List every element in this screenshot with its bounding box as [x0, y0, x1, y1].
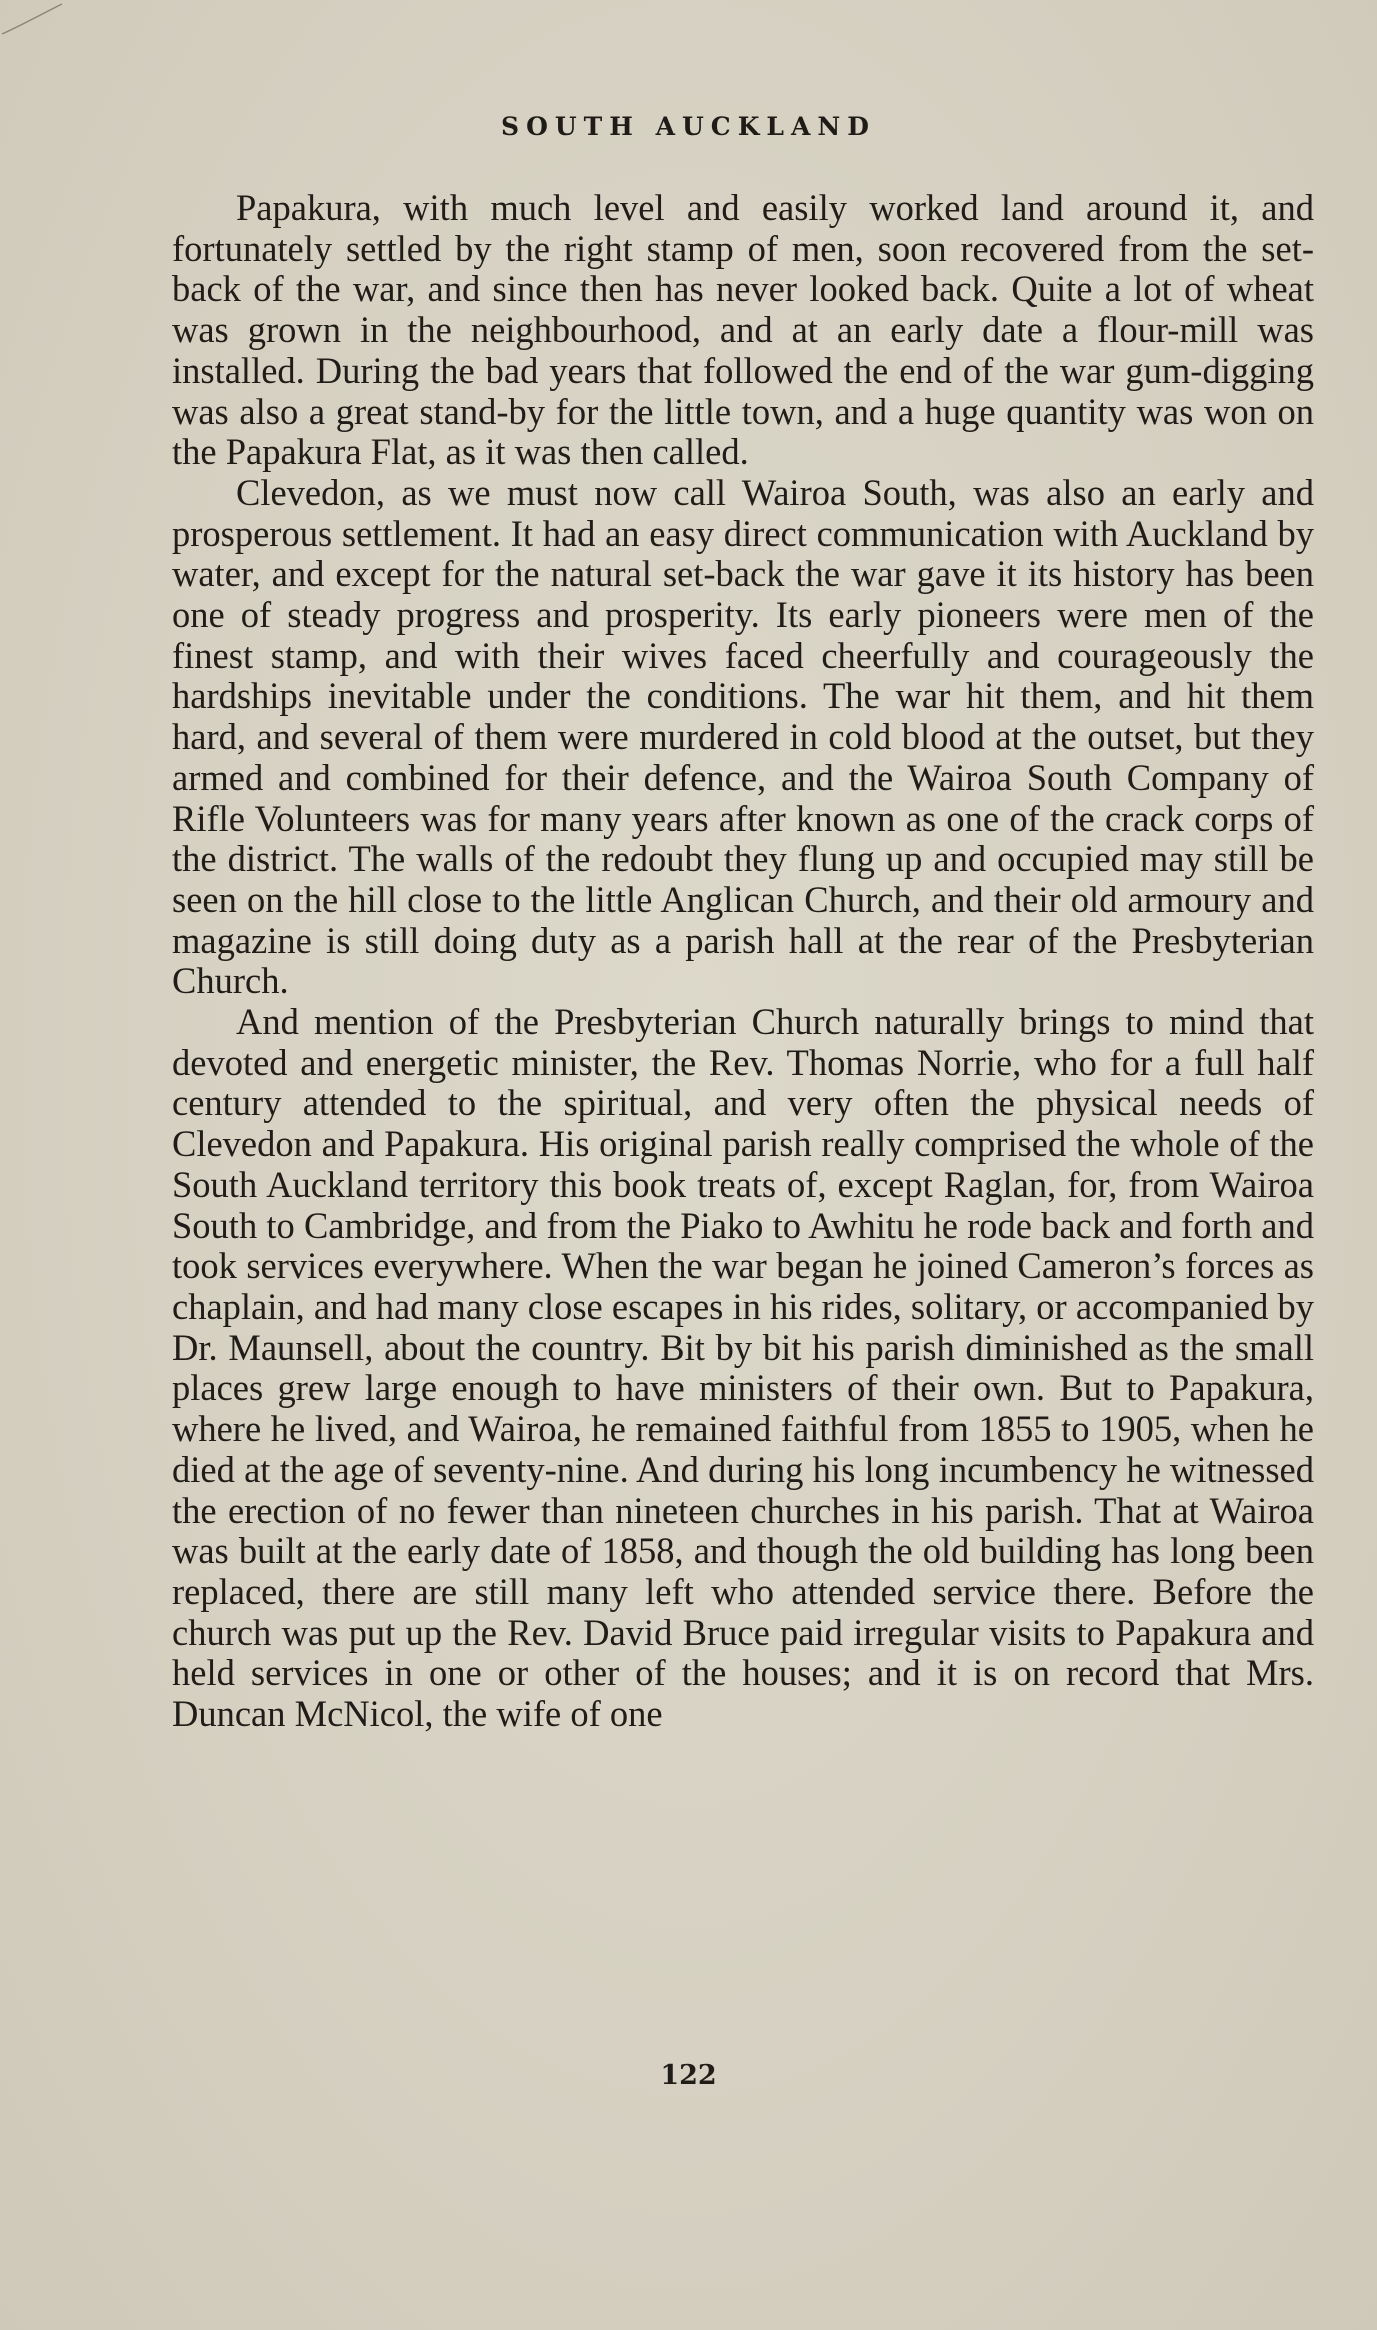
paragraph: And mention of the Presbyterian Church naturally brings to mind that devoted and energetic minister, the Rev. Thomas Norrie, who for a full half century attended to the spiritual, and very often the physical needs of Clevedon and Papakura. His original parish really comprised the whole of the South Auckland territory this book treats of, except Raglan, for, from Wairoa South to Cambridge, and from the Piako to Awhitu he rode back and forth and took services everywhere. When the war began he joined Cameron’s forces as chaplain, and had many close escapes in his rides, solitary, or accompanied by Dr. Maunsell, about the country. Bit by bit his parish diminished as the small places grew large enough to have ministers of their own. But to Papakura, where he lived, and Wairoa, he remained faithful from 1855 to 1905, when he died at the age of seventy-nine. And during his long incumbency he witnessed the erection of no fewer than nineteen churches in his parish. That at Wairoa was built at the early date of 1858, and though the old building has long been replaced, there are still many left who attended service there. Before the church was put up the Rev. David Bruce paid irregular visits to Papakura and held services in one or other of the houses; and it is on record that Mrs. Duncan McNicol, the wife of one [172, 1001, 1314, 1735]
page-number: 122 [660, 2060, 717, 2091]
paragraph: Clevedon, as we must now call Wairoa South, was also an early and prosperous settlement. It had an easy direct communication with Auckland by water, and except for the natural set-back the war gave it its history has been one of steady progress and prosperity. Its early pioneers were men of the finest stamp, and with their wives faced cheerfully and courageously the hardships inevitable under the conditions. The war hit them, and hit them hard, and several of them were murdered in cold blood at the outset, but they armed and combined for their defence, and the Wairoa South Company of Rifle Volunteers was for many years after known as one of the crack corps of the district. The walls of the redoubt they flung up and occupied may still be seen on the hill close to the little Anglican Church, and their old armoury and magazine is still doing duty as a parish hall at the rear of the Presbyterian Church. [172, 471, 1314, 1002]
corner-pencil-mark [0, 0, 70, 40]
paragraph: Papakura, with much level and easily worked land around it, and fortunately settled by the right stamp of men, soon recovered from the set-back of the war, and since then has never looked back. Quite a lot of wheat was grown in the neighbourhood, and at an early date a flour-mill was installed. During the bad years that followed the end of the war gum-digging was also a great stand-by for the little town, and a huge quantity was won on the Papakura Flat, as it was then called. [172, 187, 1314, 473]
body-text [172, 188, 1314, 1735]
running-head: SOUTH AUCKLAND [501, 112, 876, 141]
